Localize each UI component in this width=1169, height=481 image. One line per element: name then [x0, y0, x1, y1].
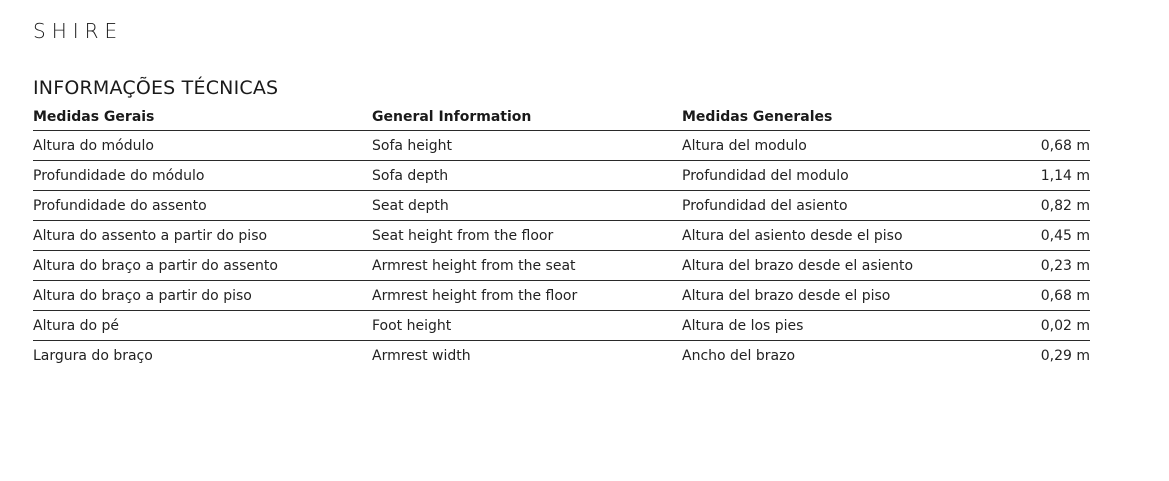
cell-portuguese: Profundidade do módulo — [33, 168, 205, 184]
cell-english: Seat height from the floor — [372, 228, 554, 244]
cell-english: Seat depth — [372, 198, 449, 214]
cell-english: Sofa height — [372, 138, 453, 154]
table-header-row — [33, 103, 1090, 131]
cell-spanish: Altura del modulo — [682, 138, 807, 154]
cell-portuguese: Altura do assento a partir do piso — [33, 228, 268, 244]
cell-english: Sofa depth — [372, 168, 449, 184]
cell-spanish: Altura del brazo desde el piso — [682, 288, 891, 304]
cell-portuguese: Largura do braço — [33, 348, 153, 364]
cell-portuguese: Altura do módulo — [33, 138, 154, 154]
cell-value: 0,68 m — [1040, 288, 1090, 304]
cell-portuguese: Altura do pé — [33, 318, 120, 334]
table-row — [33, 281, 1090, 311]
cell-value: 0,23 m — [1040, 258, 1090, 274]
cell-value: 0,45 m — [1040, 228, 1090, 244]
cell-spanish: Profundidad del asiento — [682, 198, 848, 214]
table-row — [33, 131, 1090, 161]
cell-spanish: Altura del brazo desde el asiento — [682, 258, 914, 274]
cell-spanish: Ancho del brazo — [682, 348, 796, 364]
table-row — [33, 161, 1090, 191]
cell-spanish: Profundidad del modulo — [682, 168, 849, 184]
table-row — [33, 251, 1090, 281]
cell-portuguese: Altura do braço a partir do piso — [33, 288, 252, 304]
cell-english: Armrest width — [372, 348, 471, 364]
table-row — [33, 341, 1090, 371]
technical-specs-table — [33, 103, 1090, 371]
table-row — [33, 311, 1090, 341]
cell-english: Armrest height from the seat — [372, 258, 576, 274]
cell-portuguese: Profundidade do assento — [33, 198, 207, 214]
table-row — [33, 221, 1090, 251]
section-title: INFORMAÇÕES TÉCNICAS — [33, 77, 279, 99]
header-portuguese: Medidas Gerais — [33, 109, 155, 125]
cell-value: 0,68 m — [1040, 138, 1090, 154]
cell-value: 0,29 m — [1040, 348, 1090, 364]
header-english: General Information — [372, 109, 532, 125]
brand-logo-text: SHIRE — [33, 19, 124, 43]
header-spanish: Medidas Generales — [682, 109, 833, 125]
cell-english: Armrest height from the floor — [372, 288, 578, 304]
table-row — [33, 191, 1090, 221]
cell-spanish: Altura del asiento desde el piso — [682, 228, 903, 244]
cell-value: 0,82 m — [1040, 198, 1090, 214]
cell-value: 1,14 m — [1040, 168, 1090, 184]
cell-value: 0,02 m — [1040, 318, 1090, 334]
cell-english: Foot height — [372, 318, 452, 334]
cell-portuguese: Altura do braço a partir do assento — [33, 258, 278, 274]
cell-spanish: Altura de los pies — [682, 318, 804, 334]
